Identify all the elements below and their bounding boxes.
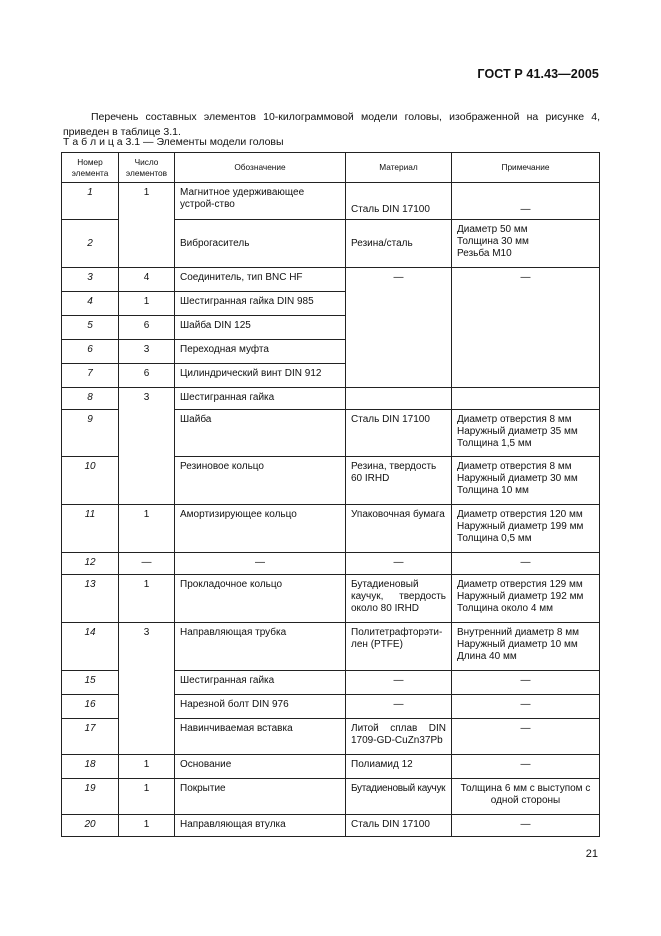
cell-quantity: 3 <box>119 340 175 364</box>
note-line: — <box>520 557 531 568</box>
cell-note <box>452 457 600 505</box>
table-caption: Т а б л и ц а 3.1 — Элементы модели головы <box>63 136 284 148</box>
cell-note <box>452 755 600 779</box>
cell-designation: Шестигранная гайка DIN 985 <box>175 292 346 316</box>
cell-note <box>452 815 600 837</box>
table-row <box>62 623 600 671</box>
cell-number: 3 <box>62 268 119 292</box>
document-code: ГОСТ Р 41.43—2005 <box>477 67 599 81</box>
cell-quantity: 6 <box>119 316 175 340</box>
note-line: Длина 40 мм <box>457 651 517 662</box>
cell-number: 4 <box>62 292 119 316</box>
cell-quantity: 1 <box>119 815 175 837</box>
column-header-designation: Обозначение <box>175 153 346 183</box>
note-line: — <box>520 204 531 215</box>
cell-number: 18 <box>62 755 119 779</box>
cell-designation: Виброгаситель <box>175 220 346 268</box>
note-line: — <box>520 759 531 770</box>
cell-designation: Шайба DIN 125 <box>175 316 346 340</box>
note-line: — <box>520 819 531 830</box>
cell-note <box>452 268 600 388</box>
table-row <box>62 505 600 553</box>
cell-designation: Соединитель, тип BNC HF <box>175 268 346 292</box>
cell-number: 9 <box>62 410 119 457</box>
cell-material: — <box>346 695 452 719</box>
cell-designation: Резиновое кольцо <box>175 457 346 505</box>
cell-material: Сталь DIN 17100 <box>346 815 452 837</box>
cell-note <box>452 671 600 695</box>
note-line: Толщина 0,5 мм <box>457 533 532 544</box>
cell-quantity: — <box>119 553 175 575</box>
cell-material: Бутадиеновый каучук <box>346 779 452 815</box>
cell-note <box>452 388 600 410</box>
cell-designation: Шайба <box>175 410 346 457</box>
cell-note <box>452 779 600 815</box>
note-line: Диаметр отверстия 8 мм <box>457 461 572 472</box>
table-row <box>62 268 600 292</box>
note-line: Наружный диаметр 10 мм <box>457 639 578 650</box>
cell-number: 13 <box>62 575 119 623</box>
table-row <box>62 779 600 815</box>
note-line: Диаметр отверстия 120 мм <box>457 509 583 520</box>
cell-quantity: 1 <box>119 755 175 779</box>
table-row <box>62 575 600 623</box>
cell-material: — <box>346 671 452 695</box>
cell-material: Сталь DIN 17100 <box>346 183 452 220</box>
cell-number: 2 <box>62 220 119 268</box>
column-header-quantity: Число элементов <box>119 153 175 183</box>
cell-note <box>452 410 600 457</box>
cell-designation: Цилиндрический винт DIN 912 <box>175 364 346 388</box>
cell-number: 5 <box>62 316 119 340</box>
column-header-note: Примечание <box>452 153 600 183</box>
note-line: Резьба М10 <box>457 248 512 259</box>
cell-designation: Амортизирующее кольцо <box>175 505 346 553</box>
cell-designation: Магнитное удерживающее устрой-ство <box>175 183 346 220</box>
cell-number: 8 <box>62 388 119 410</box>
cell-quantity: 3 <box>119 623 175 755</box>
cell-material: Сталь DIN 17100 <box>346 410 452 457</box>
note-line: Наружный диаметр 35 мм <box>457 426 578 437</box>
cell-number: 11 <box>62 505 119 553</box>
cell-material: Литой сплав DIN 1709-GD-CuZn37Pb <box>346 719 452 755</box>
cell-designation: Навинчиваемая вставка <box>175 719 346 755</box>
note-line: Внутренний диаметр 8 мм <box>457 627 579 638</box>
note-line: Наружный диаметр 30 мм <box>457 473 578 484</box>
note-line: Толщина 10 мм <box>457 485 529 496</box>
cell-note <box>452 719 600 755</box>
cell-number: 17 <box>62 719 119 755</box>
note-line: Толщина 30 мм <box>457 236 529 247</box>
column-header-number: Номер элемента <box>62 153 119 183</box>
cell-note <box>452 220 600 268</box>
cell-quantity: 1 <box>119 292 175 316</box>
cell-number: 10 <box>62 457 119 505</box>
cell-number: 14 <box>62 623 119 671</box>
note-line: Диаметр 50 мм <box>457 224 528 235</box>
cell-note <box>452 623 600 671</box>
cell-number: 19 <box>62 779 119 815</box>
note-line: — <box>520 699 531 710</box>
cell-designation: — <box>175 553 346 575</box>
cell-material: — <box>346 553 452 575</box>
note-line: Толщина около 4 мм <box>457 603 553 614</box>
cell-note <box>452 505 600 553</box>
cell-number: 12 <box>62 553 119 575</box>
cell-note <box>452 183 600 220</box>
cell-material: Резина, твердость 60 IRHD <box>346 457 452 505</box>
table-row <box>62 815 600 837</box>
cell-material: — <box>346 268 452 388</box>
note-line: Диаметр отверстия 129 мм <box>457 579 583 590</box>
elements-table <box>61 152 600 837</box>
cell-quantity: 1 <box>119 779 175 815</box>
note-line: Толщина 1,5 мм <box>457 438 532 449</box>
cell-number: 1 <box>62 183 119 220</box>
table-header-row <box>62 153 600 183</box>
cell-designation: Направляющая трубка <box>175 623 346 671</box>
cell-note <box>452 553 600 575</box>
cell-designation: Нарезной болт DIN 976 <box>175 695 346 719</box>
table-row <box>62 553 600 575</box>
cell-quantity: 6 <box>119 364 175 388</box>
cell-designation: Основание <box>175 755 346 779</box>
cell-designation: Покрытие <box>175 779 346 815</box>
cell-number: 7 <box>62 364 119 388</box>
cell-number: 20 <box>62 815 119 837</box>
note-line: — <box>520 723 531 734</box>
cell-material <box>346 388 452 410</box>
cell-designation: Прокладочное кольцо <box>175 575 346 623</box>
note-line: Диаметр отверстия 8 мм <box>457 414 572 425</box>
cell-material: Резина/сталь <box>346 220 452 268</box>
cell-number: 15 <box>62 671 119 695</box>
cell-note <box>452 695 600 719</box>
cell-quantity: 3 <box>119 388 175 505</box>
note-line: Наружный диаметр 199 мм <box>457 521 584 532</box>
cell-number: 6 <box>62 340 119 364</box>
cell-quantity: 1 <box>119 183 175 268</box>
note-line: — <box>520 675 531 686</box>
table-row <box>62 183 600 220</box>
cell-designation: Шестигранная гайка <box>175 671 346 695</box>
note-line: Толщина 6 мм с выступом с одной стороны <box>460 783 591 806</box>
cell-quantity: 4 <box>119 268 175 292</box>
cell-designation: Направляющая втулка <box>175 815 346 837</box>
cell-designation: Шестигранная гайка <box>175 388 346 410</box>
page-number: 21 <box>585 848 598 860</box>
cell-material: Упаковочная бумага <box>346 505 452 553</box>
note-line: — <box>520 272 531 283</box>
cell-material: Бутадиеновый каучук, твердость около 80 IRHD <box>346 575 452 623</box>
table-row <box>62 755 600 779</box>
cell-quantity: 1 <box>119 575 175 623</box>
intro-paragraph: Перечень составных элементов 10-килограммовой модели головы, изображенной на рисунке 4, приведен в таблице 3.1. <box>63 110 600 138</box>
cell-quantity: 1 <box>119 505 175 553</box>
cell-designation: Переходная муфта <box>175 340 346 364</box>
cell-material: Полиамид 12 <box>346 755 452 779</box>
note-line: Наружный диаметр 192 мм <box>457 591 584 602</box>
cell-number: 16 <box>62 695 119 719</box>
cell-material: Политетрафторэти-лен (PTFE) <box>346 623 452 671</box>
cell-note <box>452 575 600 623</box>
table-row <box>62 388 600 410</box>
column-header-material: Материал <box>346 153 452 183</box>
